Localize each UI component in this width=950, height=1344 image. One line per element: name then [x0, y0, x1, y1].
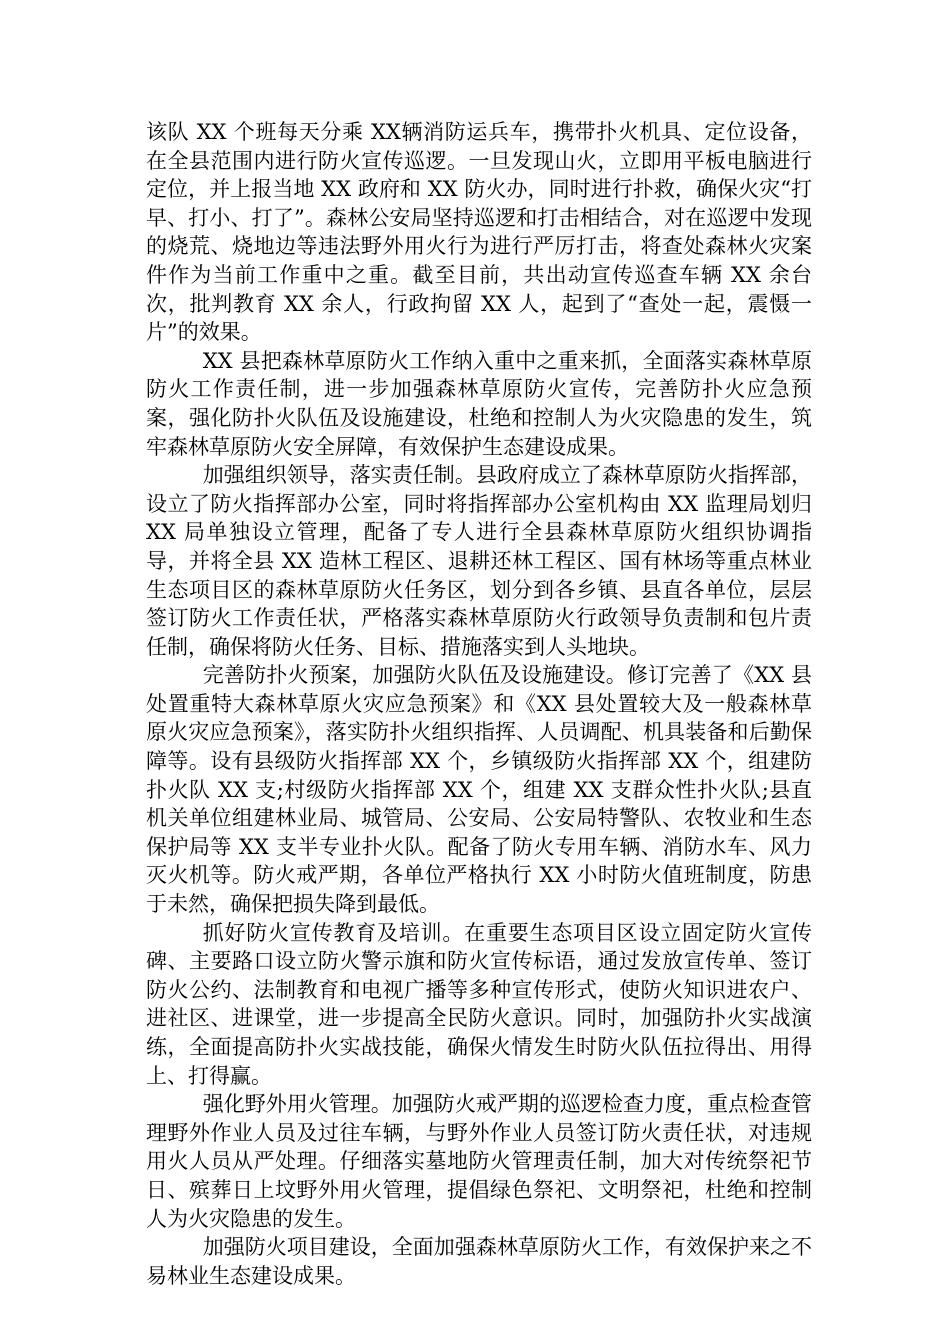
paragraph-2: XX 县把森林草原防火工作纳入重中之重来抓，全面落实森林草原防火工作责任制，进一步加强森林草原防火宣传，完善防扑火应急预案，强化防扑火队伍及设施建设，杜绝和控制人为火灾隐患的发生，筑牢森林草原防火安全屏障，有效保护生态建设成果。 [146, 348, 812, 459]
paragraph-7: 加强防火项目建设，全面加强森林草原防火工作，有效保护来之不易林业生态建设成果。 [146, 1235, 812, 1288]
paragraph-3: 加强组织领导，落实责任制。县政府成立了森林草原防火指挥部，设立了防火指挥部办公室，同时将指挥部办公室机构由 XX 监理局划归 XX 局单独设立管理，配备了专人进行全县森林草原防火组织协调指导，并将全县 XX 造林工程区、退耕还林工程区、国有林场等重点林业生态项目区的森林草原防火任务区，划分到各乡镇、县直各单位，层层签订防火工作责任状，严格落实森林草原防火行政领导负责制和包片责任制，确保将防火任务、目标、措施落实到人头地块。 [146, 463, 812, 659]
paragraph-5: 抓好防火宣传教育及培训。在重要生态项目区设立固定防火宣传碑、主要路口设立防火警示旗和防火宣传标语，通过发放宣传单、签订防火公约、法制教育和电视广播等多种宣传形式，使防火知识进农户、进社区、进课堂，进一步提高全民防火意识。同时，加强防扑火实战演练，全面提高防扑火实战技能，确保火情发生时防火队伍拉得出、用得上、打得赢。 [146, 920, 812, 1088]
document-body [146, 118, 812, 1290]
paragraph-6: 强化野外用火管理。加强防火戒严期的巡逻检查力度，重点检查管理野外作业人员及过往车辆，与野外作业人员签订防火责任状，对违规用火人员从严处理。仔细落实墓地防火管理责任制，加大对传统祭祀节日、殡葬日上坟野外用火管理，提倡绿色祭祀、文明祭祀，杜绝和控制人为火灾隐患的发生。 [146, 1092, 812, 1231]
paragraph-4: 完善防扑火预案，加强防火队伍及设施建设。修订完善了《XX 县处置重特大森林草原火灾应急预案》和《XX 县处置较大及一般森林草原火灾应急预案》，落实防扑火组织指挥、人员调配、机具装备和后勤保障等。设有县级防火指挥部 XX 个，乡镇级防火指挥部 XX 个，组建防扑火队 XX 支;村级防火指挥部 XX 个，组建 XX 支群众性扑火队;县直机关单位组建林业局、城管局、公安局、公安局特警队、农牧业和生态保护局等 XX 支半专业扑火队。配备了防火专用车辆、消防水车、风力灭火机等。防火戒严期，各单位严格执行 XX 小时防火值班制度，防患于未然，确保把损失降到最低。 [146, 663, 812, 917]
paragraph-1: 该队 XX 个班每天分乘 XX辆消防运兵车，携带扑火机具、定位设备，在全县范围内进行防火宣传巡逻。一旦发现山火，立即用平板电脑进行定位，并上报当地 XX 政府和 XX 防火办，同时进行扑救，确保火灾“打早、打小、打了”。森林公安局坚持巡逻和打击相结合，对在巡逻中发现的烧荒、烧地边等违法野外用火行为进行严厉打击，将查处森林火灾案件作为当前工作重中之重。截至目前，共出动宣传巡查车辆 XX 余台次，批判教育 XX 余人，行政拘留 XX 人，起到了“查处一起，震慑一片”的效果。 [146, 120, 812, 345]
